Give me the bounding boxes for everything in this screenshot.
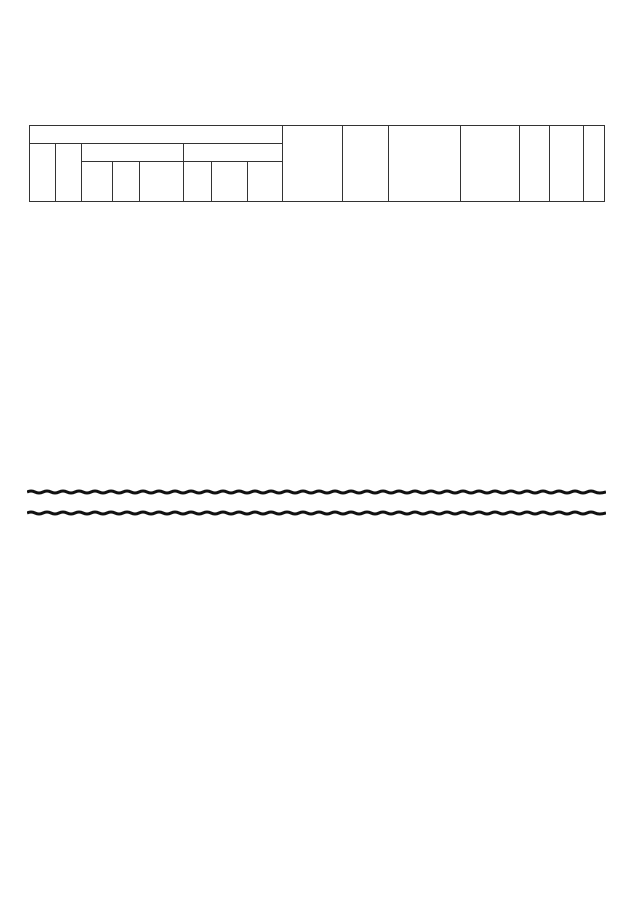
staff-chief-header: [140, 162, 184, 202]
vice-mayor-header: [30, 144, 56, 202]
duty-content-header: [283, 126, 343, 202]
seal-header: [584, 126, 605, 202]
ga-section-head-header: [113, 162, 140, 202]
section-head-etc-header: [212, 162, 248, 202]
job-title-header: [520, 126, 550, 202]
chief-header: [248, 162, 283, 202]
general-affairs-dept-header: [82, 144, 184, 162]
dept-head-header: [82, 162, 113, 202]
duty-place-header: [461, 126, 520, 202]
name-header: [550, 126, 584, 202]
affiliation-header: [184, 144, 283, 162]
dept-head-etc-header: [184, 162, 212, 202]
attendance-table-top: [29, 125, 605, 202]
table-break-divider: [27, 489, 606, 517]
superintendent-header: [56, 144, 82, 202]
time-header: [389, 126, 461, 202]
date-header: [343, 126, 389, 202]
decision-category-header: [30, 126, 283, 144]
